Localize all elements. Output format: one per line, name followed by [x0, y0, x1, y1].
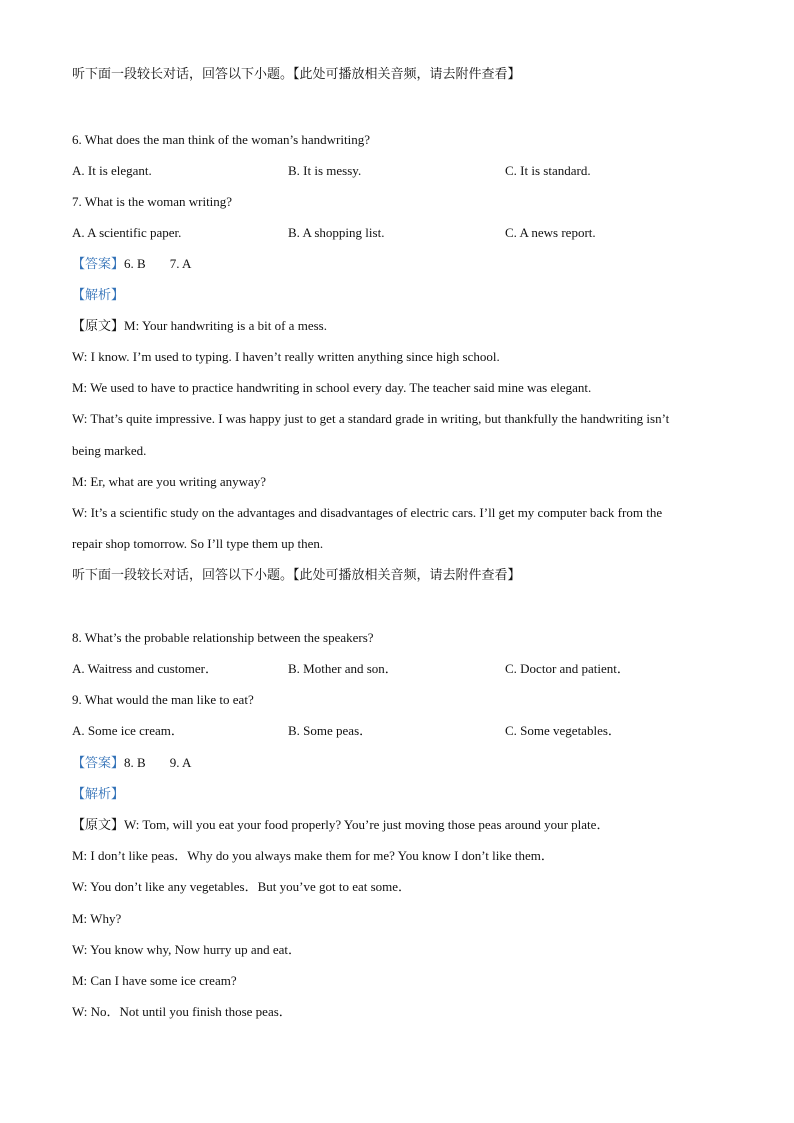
answer-line	[72, 754, 191, 773]
analysis-line	[72, 286, 124, 305]
q6-option-c: C. It is standard.	[505, 163, 591, 178]
transcript-line: being marked.	[72, 443, 147, 458]
answer-tag: 【答案】	[72, 257, 125, 272]
q8-option-b: B. Mother and son．	[288, 661, 398, 676]
q9-option-c: C. Some vegetables．	[505, 723, 621, 738]
transcript-line: W: I know. I’m used to typing. I haven’t really written anything since high school.	[72, 349, 500, 364]
question-6-stem: 6. What does the man think of the woman’s handwriting?	[72, 132, 370, 147]
transcript-text: W: Tom, will you eat your food properly? You’re just moving those peas around your plate．	[124, 817, 610, 832]
q7-option-a: A. A scientific paper.	[72, 225, 182, 240]
transcript-line: M: I don’t like peas．Why do you always make them for me? You know I don’t like them．	[72, 848, 554, 863]
transcript-line: M: Why?	[72, 911, 122, 926]
transcript-line: W: It’s a scientific study on the advantages and disadvantages of electric cars. I’ll get my computer back from the	[72, 505, 663, 520]
transcript-line: W: You know why, Now hurry up and eat．	[72, 942, 302, 957]
question-8-stem: 8. What’s the probable relationship between the speakers?	[72, 630, 374, 645]
q9-option-a: A. Some ice cream．	[72, 723, 184, 738]
answer-tag: 【答案】	[72, 756, 125, 771]
transcript-text: M: Your handwriting is a bit of a mess.	[124, 318, 327, 333]
analysis-line	[72, 785, 124, 804]
transcript-line: M: Er, what are you writing anyway?	[72, 474, 267, 489]
section-instruction: 听下面一段较长对话，回答以下小题。【此处可播放相关音频，请去附件查看】	[72, 67, 521, 82]
q7-option-b: B. A shopping list.	[288, 225, 385, 240]
transcript-line: M: We used to have to practice handwriting in school every day. The teacher said mine was elegant.	[72, 380, 592, 395]
transcript-line: W: That’s quite impressive. I was happy just to get a standard grade in writing, but thankfully the handwriting isn’t	[72, 411, 670, 426]
transcript-line	[72, 816, 609, 835]
transcript-line: W: You don’t like any vegetables．But you’ve got to eat some．	[72, 879, 412, 894]
q6-option-b: B. It is messy.	[288, 163, 362, 178]
transcript-line: repair shop tomorrow. So I’ll type them up then.	[72, 536, 324, 551]
transcript-line: W: No．Not until you finish those peas．	[72, 1004, 292, 1019]
question-9-stem: 9. What would the man like to eat?	[72, 692, 254, 707]
transcript-line: M: Can I have some ice cream?	[72, 973, 237, 988]
q9-option-b: B. Some peas．	[288, 723, 373, 738]
original-tag: 【原文】	[72, 818, 125, 833]
answer-line	[72, 255, 191, 274]
q8-option-c: C. Doctor and patient．	[505, 661, 630, 676]
answer-value: 6. B	[124, 256, 146, 271]
analysis-tag: 【解析】	[72, 288, 125, 303]
answer-value: 8. B	[124, 755, 146, 770]
section-instruction: 听下面一段较长对话，回答以下小题。【此处可播放相关音频，请去附件查看】	[72, 568, 521, 583]
analysis-tag: 【解析】	[72, 787, 125, 802]
original-tag: 【原文】	[72, 319, 125, 334]
answer-value: 9. A	[169, 755, 192, 770]
q7-option-c: C. A news report.	[505, 225, 596, 240]
question-7-stem: 7. What is the woman writing?	[72, 194, 233, 209]
q6-option-a: A. It is elegant.	[72, 163, 152, 178]
transcript-line	[72, 317, 327, 336]
answer-value: 7. A	[169, 256, 192, 271]
q8-option-a: A. Waitress and customer．	[72, 661, 219, 676]
